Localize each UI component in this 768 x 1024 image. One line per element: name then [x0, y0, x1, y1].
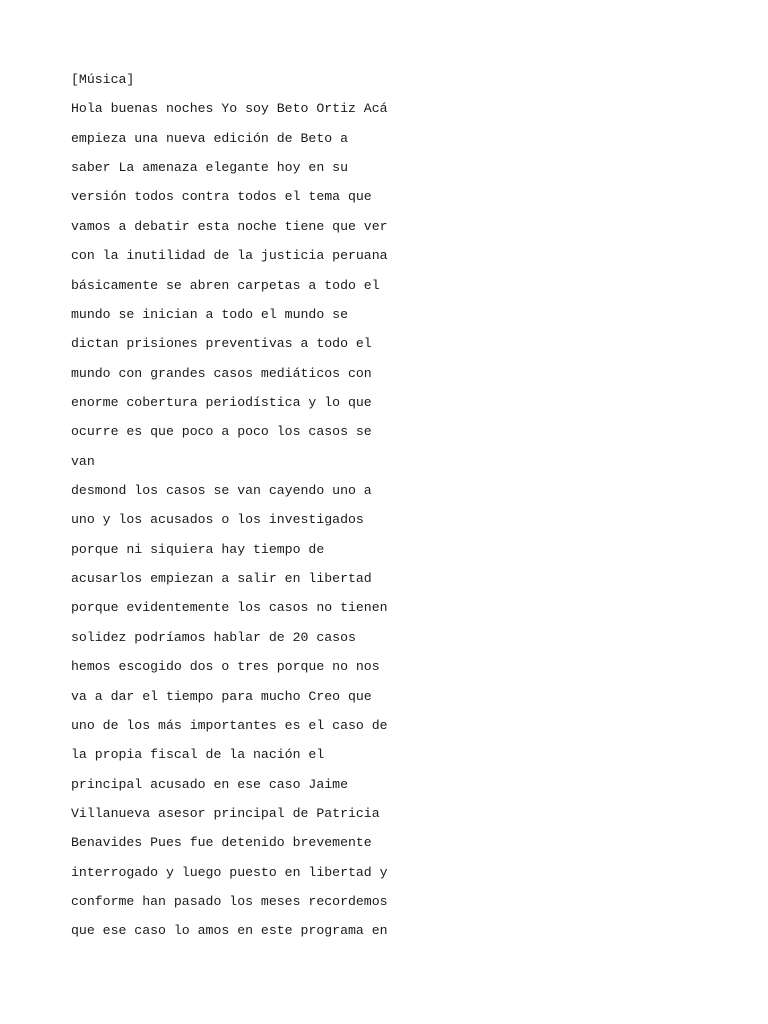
transcript-line: enorme cobertura periodística y lo que — [71, 394, 372, 410]
transcript-line: uno y los acusados o los investigados — [71, 512, 364, 528]
transcript-line: [Música] — [71, 72, 135, 87]
transcript-line: Villanueva asesor principal de Patricia — [71, 805, 380, 821]
transcript-line: hemos escogido dos o tres porque no nos — [71, 659, 380, 675]
transcript-line: saber La amenaza elegante hoy en su — [71, 160, 348, 176]
transcript-line: principal acusado en ese caso Jaime — [71, 776, 348, 792]
transcript-line: empieza una nueva edición de Beto a — [71, 130, 348, 146]
transcript-line: porque evidentemente los casos no tienen — [71, 600, 388, 616]
transcript-line: acusarlos empiezan a salir en libertad — [71, 571, 372, 587]
transcript-line: van — [71, 453, 95, 469]
transcript-line: conforme han pasado los meses recordemos — [71, 894, 388, 910]
transcript-line: interrogado y luego puesto en libertad y — [71, 864, 388, 880]
transcript-line: la propia fiscal de la nación el — [71, 747, 325, 763]
transcript-line: vamos a debatir esta noche tiene que ver — [71, 218, 388, 234]
transcript-line: desmond los casos se van cayendo uno a — [71, 483, 372, 499]
transcript-line: dictan prisiones preventivas a todo el — [71, 336, 372, 352]
transcript-line: con la inutilidad de la justicia peruana — [71, 248, 388, 264]
transcript-page — [71, 71, 711, 952]
transcript-line: que ese caso lo amos en este programa en — [71, 923, 388, 939]
transcript-line: Hola buenas noches Yo soy Beto Ortiz Acá — [71, 101, 388, 117]
transcript-line: Benavides Pues fue detenido brevemente — [71, 835, 372, 851]
transcript-line: mundo se inician a todo el mundo se — [71, 306, 348, 322]
transcript-line: solidez podríamos hablar de 20 casos — [71, 629, 356, 645]
transcript-line: uno de los más importantes es el caso de — [71, 717, 388, 733]
transcript-line: ocurre es que poco a poco los casos se — [71, 424, 372, 440]
transcript-line: mundo con grandes casos mediáticos con — [71, 365, 372, 381]
transcript-line: porque ni siquiera hay tiempo de — [71, 541, 325, 557]
transcript-line: va a dar el tiempo para mucho Creo que — [71, 688, 372, 704]
transcript-line: versión todos contra todos el tema que — [71, 189, 372, 205]
transcript-line: básicamente se abren carpetas a todo el — [71, 277, 380, 293]
